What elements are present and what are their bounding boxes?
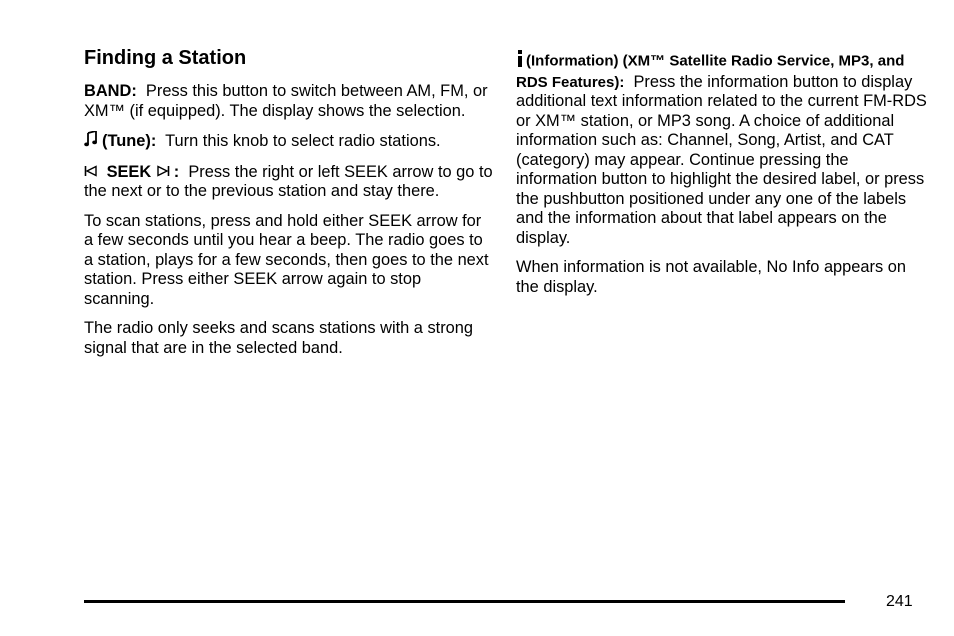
info-label: (Information) (XM™ Satellite Radio Service, MP3, and RDS Features): xyxy=(516,52,905,91)
band-text: Press this button to switch between AM, FM, or XM™ (if equipped). The display shows the selection. xyxy=(84,82,488,120)
tune-label: (Tune): xyxy=(102,132,157,151)
seek-back-icon xyxy=(84,163,98,183)
music-note-icon xyxy=(84,131,98,153)
seek-label: SEEK xyxy=(106,162,152,181)
seek-paragraph xyxy=(84,163,494,202)
info-text: Press the information button to display additional text information related to the current FM-RDS or XM™ station, or MP3 song. A choice of additional information such as: Channel, Song, Artist, and CAT (category) may appear. Continue pressing the information button to highlight the desired label, or press the pushbutton positioned under any one of the labels and the information about that label appears on the display. xyxy=(516,72,927,247)
tune-text: Turn this knob to select radio stations. xyxy=(165,132,441,151)
right-column xyxy=(516,44,931,307)
no-info-paragraph: When information is not available, No Info appears on the display. xyxy=(516,258,906,296)
band-paragraph xyxy=(84,82,494,121)
page-number: 241 xyxy=(886,593,913,610)
info-icon xyxy=(516,50,524,73)
section-title: Finding a Station xyxy=(84,47,247,69)
info-paragraph xyxy=(516,50,931,248)
seek-note-paragraph: The radio only seeks and scans stations with a strong signal that are in the selected band. xyxy=(84,319,474,357)
band-label: BAND: xyxy=(84,82,137,100)
seek-colon: : xyxy=(173,162,180,181)
footer-rule xyxy=(84,600,845,603)
seek-text: Press the right or left SEEK arrow to go to the next or to the previous station and stay there. xyxy=(84,162,493,201)
seek-forward-icon xyxy=(156,163,170,183)
scan-paragraph: To scan stations, press and hold either SEEK arrow for a few seconds until you hear a beep. The radio goes to a station, plays for a few seconds, then goes to the next station. Press either SEEK arrow again to stop scanning. xyxy=(84,211,489,308)
left-column xyxy=(84,44,494,368)
tune-paragraph xyxy=(84,131,494,153)
